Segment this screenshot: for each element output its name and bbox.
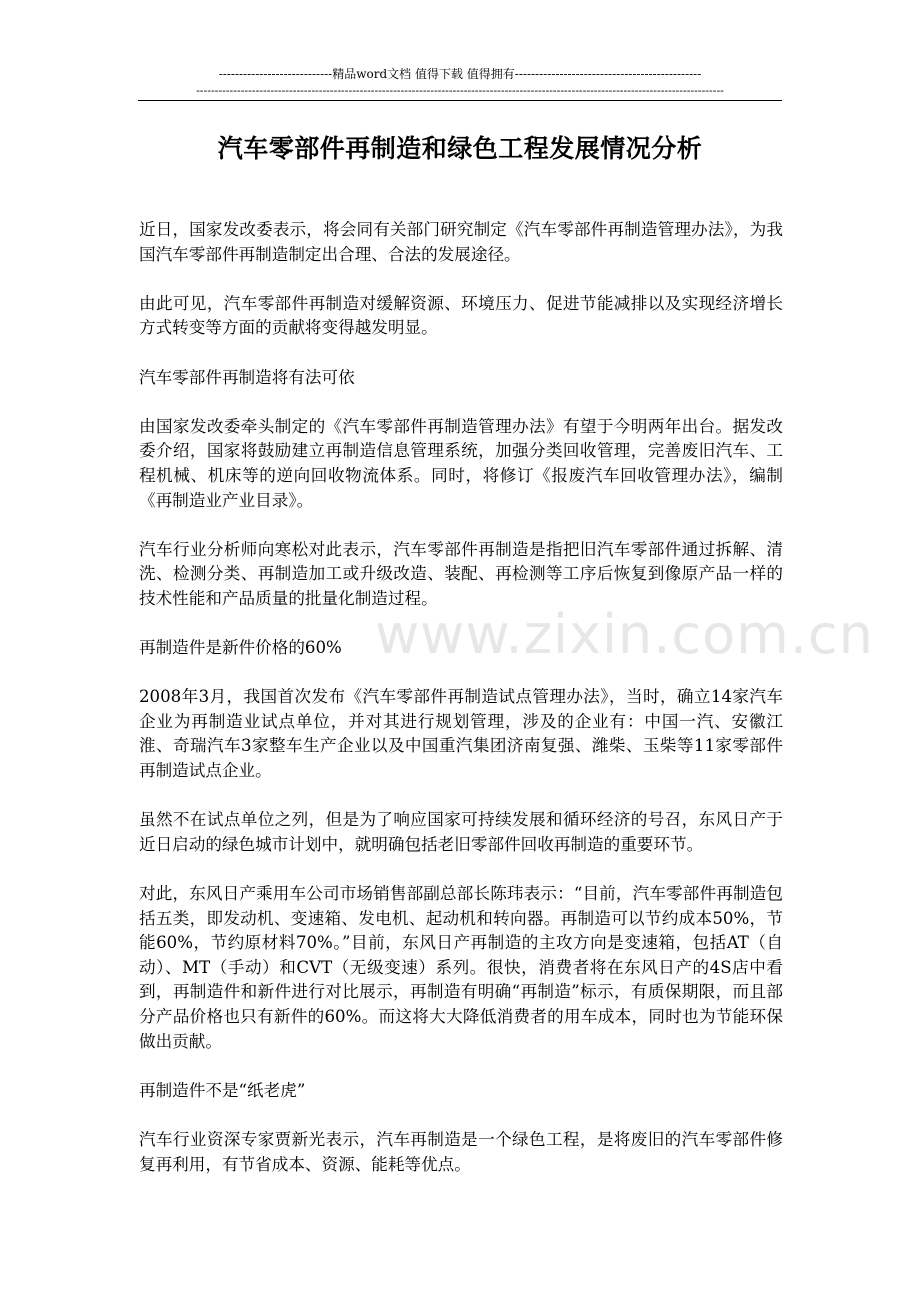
paragraph: 汽车行业资深专家贾新光表示，汽车再制造是一个绿色工程，是将废旧的汽车零部件修复再利用，有节省成本、资源、能耗等优点。 bbox=[139, 1129, 783, 1174]
paragraph: 由此可见，汽车零部件再制造对缓解资源、环境压力、促进节能减排以及实现经济增长方式转变等方面的贡献将变得越发明显。 bbox=[139, 293, 783, 338]
section-heading: 再制造件是新件价格的60% bbox=[139, 638, 342, 658]
page-header-text: ----------------------------精品word文档 值得下载 值得拥有---------------------------------------------- bbox=[218, 67, 702, 81]
document-body bbox=[139, 218, 783, 1202]
page-header-dashes: ---------------------------------------------------------------------------------------------------------------------------------------------- bbox=[196, 85, 724, 97]
header-rule bbox=[138, 100, 782, 101]
paragraph: 近日，国家发改委表示，将会同有关部门研究制定《汽车零部件再制造管理办法》，为我国汽车零部件再制造制定出合理、合法的发展途径。 bbox=[139, 220, 783, 264]
paragraph: 虽然不在试点单位之列，但是为了响应国家可持续发展和循环经济的号召，东风日产于近日启动的绿色城市计划中，就明确包括老旧零部件回收再制造的重要环节。 bbox=[139, 810, 783, 854]
section-heading: 再制造件不是“纸老虎” bbox=[139, 1080, 306, 1100]
document-title: 汽车零部件再制造和绿色工程发展情况分析 bbox=[217, 134, 703, 163]
paragraph: 汽车行业分析师向寒松对此表示，汽车零部件再制造是指把旧汽车零部件通过拆解、清洗、检测分类、再制造加工或升级改造、装配、再检测等工序后恢复到像原产品一样的技术性能和产品质量的批量化制造过程。 bbox=[139, 539, 783, 608]
paragraph: 2008年3月，我国首次发布《汽车零部件再制造试点管理办法》，当时，确立14家汽车企业为再制造业试点单位，并对其进行规划管理，涉及的企业有：中国一汽、安徽江淮、奇瑞汽车3家整车生产企业以及中国重汽集团济南复强、潍柴、玉柴等11家零部件再制造试点企业。 bbox=[139, 687, 783, 781]
paragraph: 由国家发改委牵头制定的《汽车零部件再制造管理办法》有望于今明两年出台。据发改委介绍，国家将鼓励建立再制造信息管理系统，加强分类回收管理，完善废旧汽车、工程机械、机床等的逆向回收物流体系。同时，将修订《报废汽车回收管理办法》，编制《再制造业产业目录》。 bbox=[139, 416, 783, 510]
section-heading: 汽车零部件再制造将有法可依 bbox=[139, 367, 355, 387]
paragraph: 对此，东风日产乘用车公司市场销售部副总部长陈玮表示：“目前，汽车零部件再制造包括五类，即发动机、变速箱、发电机、起动机和转向器。再制造可以节约成本50%，节能60%，节约原材料70%。”目前，东风日产再制造的主攻方向是变速箱，包括AT（自动）、MT（手动）和CVT（无级变速）系列。很快，消费者将在东风日产的4S店中看到，再制造件和新件进行对比展示，再制造有明确“再制造”标示，有质保期限，而且部分产品价格也只有新件的60%。而这将大大降低消费者的用车成本，同时也为节能环保做出贡献。 bbox=[139, 884, 783, 1051]
watermark-text: www.zixin.com.cn bbox=[375, 603, 874, 666]
